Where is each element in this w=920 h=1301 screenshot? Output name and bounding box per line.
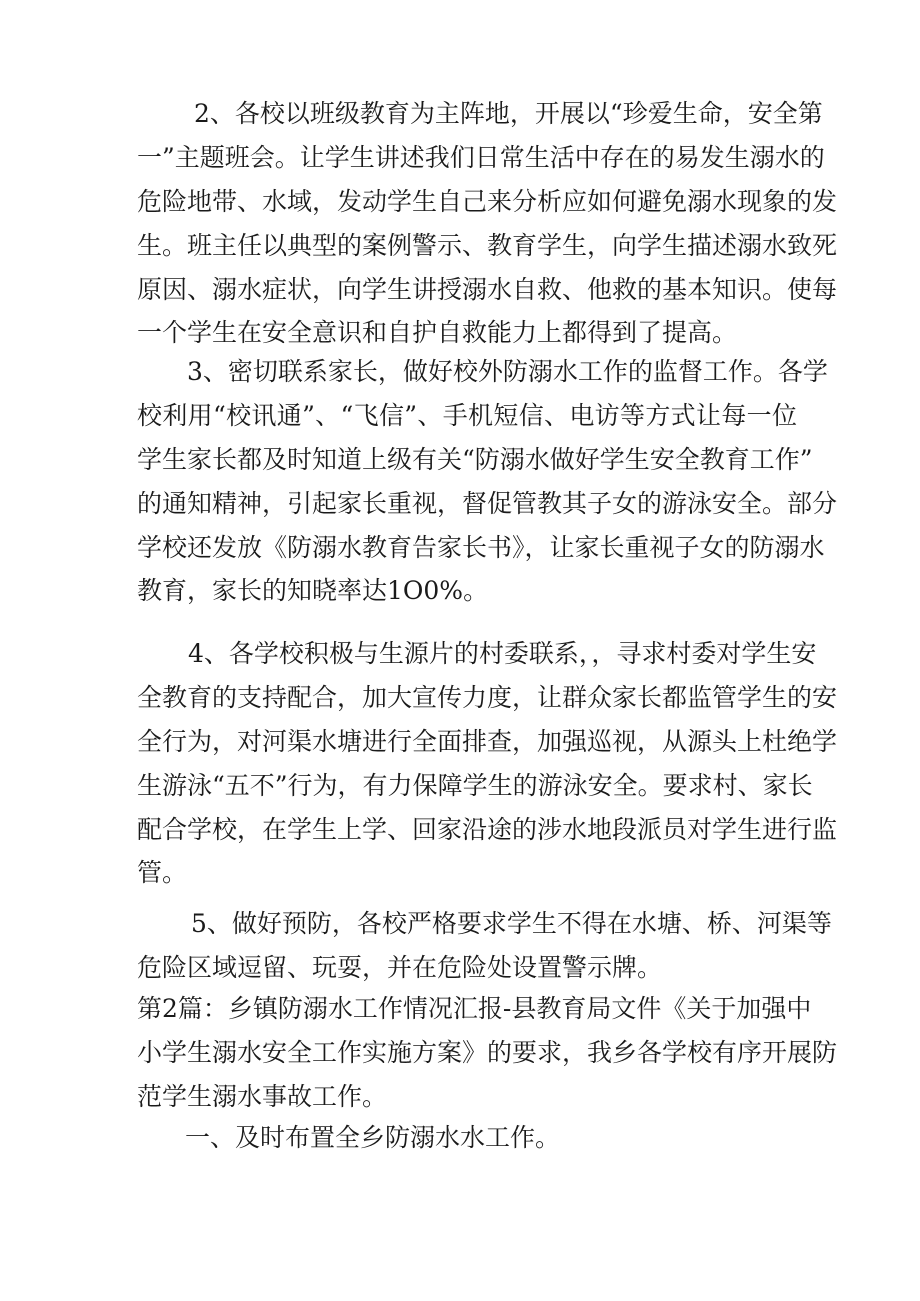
text-line: 全教育的支持配合，加大宣传力度，让群众家长都监管学生的安 <box>137 682 838 712</box>
text-line: 教育，家长的知晓率达1O0%。 <box>137 576 489 606</box>
paragraph-2-class-meetings <box>137 92 838 355</box>
text-line: 的通知精神，引起家长重视，督促管教其子女的游泳安全。部分 <box>137 488 838 518</box>
text-line: 一个学生在安全意识和自护自救能力上都得到了提高。 <box>137 318 738 348</box>
text-line: 全行为，对河渠水塘进行全面排查，加强巡视，从源头上杜绝学 <box>137 726 838 756</box>
text-line: 范学生溺水事故工作。 <box>137 1081 388 1111</box>
text-line: 生游泳“五不”行为，有力保障学生的游泳安全。要求村、家长 <box>137 770 813 800</box>
paragraph-3-parent-contact <box>137 350 838 613</box>
text-line: 危险地带、水域，发动学生自己来分析应如何避免溺水现象的发 <box>137 186 838 216</box>
paragraph-5-prevention <box>137 902 832 990</box>
text-line: 3、密切联系家长，做好校外防溺水工作的监督工作。各学 <box>187 357 828 386</box>
text-line: 配合学校，在学生上学、回家沿途的涉水地段派员对学生进行监 <box>137 814 838 844</box>
text-line: 一、及时布置全乡防溺水水工作。 <box>185 1123 561 1152</box>
text-line: 管。 <box>137 858 188 888</box>
paragraph-4-village-committee <box>137 632 838 895</box>
text-line: 学生家长都及时知道上级有关“防溺水做好学生安全教育工作” <box>137 444 813 474</box>
paragraph-article-2-intro <box>137 987 838 1119</box>
text-line: 生。班主任以典型的案例警示、教育学生，向学生描述溺水致死 <box>137 230 838 260</box>
text-line: 学校还发放《防溺水教育告家长书》，让家长重视子女的防溺水 <box>137 532 825 562</box>
text-line: 第2篇：乡镇防溺水工作情况汇报-县教育局文件《关于加强中 <box>137 994 812 1023</box>
text-line: 4、各学校积极与生源片的村委联系，，寻求村委对学生安 <box>188 639 817 668</box>
text-line: 校利用“校讯通”、“飞信”、手机短信、电访等方式让每一位 <box>137 400 797 430</box>
text-line: 5、做好预防，各校严格要求学生不得在水塘、桥、河渠等 <box>191 909 832 938</box>
section-heading-one <box>137 1116 797 1160</box>
text-line: 危险区域逗留、玩耍，并在危险处设置警示牌。 <box>137 952 663 982</box>
text-line: 原因、溺水症状，向学生讲授溺水自救、他救的基本知识。使每 <box>137 274 838 304</box>
text-line: 一”主题班会。让学生讲述我们日常生活中存在的易发生溺水的 <box>137 142 825 172</box>
text-line: 2、各校以班级教育为主阵地，开展以“珍爱生命，安全第 <box>194 99 823 128</box>
text-line: 小学生溺水安全工作实施方案》的要求，我乡各学校有序开展防 <box>137 1037 838 1067</box>
